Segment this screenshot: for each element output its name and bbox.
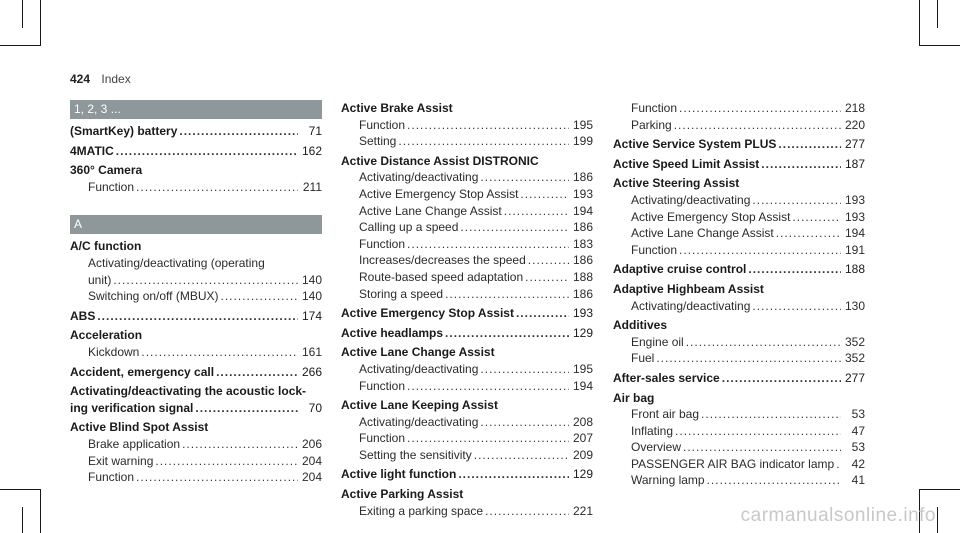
index-subentry [70, 469, 322, 486]
index-subentry-text: Switching on/off (MBUX) [88, 289, 219, 304]
index-entry [613, 156, 865, 173]
watermark: carmanualsonline.info [740, 505, 936, 526]
section-header: 1, 2, 3 ... [70, 100, 322, 119]
index-term [70, 364, 322, 381]
index-subentry-text: Active Lane Change Assist [631, 226, 774, 241]
index-entry [341, 397, 593, 463]
index-term [341, 305, 593, 322]
crop-mark [937, 507, 938, 533]
index-term [613, 136, 865, 153]
page-ref: 208 [572, 414, 593, 429]
index-subentry-text: Active Emergency Stop Assist [359, 186, 519, 201]
page-ref: 277 [844, 370, 865, 385]
index-subentry-text: PASSENGER AIR BAG indicator lamp [631, 456, 835, 471]
index-term [613, 261, 865, 278]
page-ref: 42 [851, 456, 865, 471]
index-term-text: Activating/deactivating the acoustic lock- [70, 384, 307, 399]
index-subentry-text: Activating/deactivating [631, 192, 751, 207]
page-ref: 206 [301, 436, 322, 451]
page-ref: 140 [301, 272, 322, 287]
leader-dots [528, 252, 569, 269]
index-entry [341, 486, 593, 519]
index-term-text: (SmartKey) battery [70, 124, 178, 138]
index-entry [341, 100, 593, 150]
index-entry [70, 143, 322, 160]
index-subentry-text: Fuel [631, 351, 655, 366]
page-ref: 53 [851, 407, 865, 422]
index-term-text: Active Service System PLUS [613, 137, 777, 152]
index-subentry [613, 423, 865, 440]
page-ref: 221 [572, 503, 593, 518]
leader-dots [113, 272, 298, 289]
page-ref: 161 [301, 344, 322, 359]
index-subentry-text: Function [88, 179, 135, 194]
index-entry [613, 100, 865, 133]
page-ref: 188 [844, 262, 865, 277]
index-column-middle [341, 100, 593, 522]
page-ref: 194 [572, 203, 593, 218]
leader-dots [480, 414, 569, 431]
index-subentry-text: Activating/deactivating [359, 414, 479, 429]
page-ref: 187 [844, 156, 865, 171]
index-term-text: ing verification signal [70, 400, 194, 415]
index-term [613, 317, 865, 334]
leader-dots [761, 156, 841, 173]
page-ref: 218 [844, 101, 865, 115]
index-term [70, 143, 322, 160]
index-subentry [341, 378, 593, 395]
index-subentry [341, 203, 593, 220]
leader-dots [525, 269, 569, 286]
index-term [341, 397, 593, 414]
index-term [70, 308, 322, 325]
index-term-text: Active Brake Assist [341, 101, 453, 115]
index-entry [613, 370, 865, 387]
leader-dots [407, 378, 569, 395]
leader-dots [398, 133, 569, 150]
index-subentry [70, 453, 322, 470]
index-term [613, 175, 865, 192]
leader-dots [675, 423, 841, 440]
crop-mark [22, 0, 23, 28]
leader-dots [516, 305, 569, 322]
index-term-text: Active light function [341, 467, 457, 482]
index-subentry-text: Active Emergency Stop Assist [631, 209, 791, 224]
index-subentry-text: Front air bag [631, 407, 700, 422]
leader-dots [683, 439, 841, 456]
leader-dots [136, 469, 298, 486]
index-term-text: Active Lane Change Assist [341, 345, 495, 360]
index-subentry-text: Activating/deactivating [631, 298, 751, 313]
index-subentry [341, 447, 593, 464]
page-ref: 191 [844, 242, 865, 257]
index-subentry-text: Function [359, 378, 406, 393]
page-ref: 194 [572, 378, 593, 393]
leader-dots [722, 370, 841, 387]
index-term [341, 466, 593, 483]
leader-dots [221, 288, 299, 305]
index-entry [341, 305, 593, 322]
index-entry [70, 419, 322, 485]
index-term-text: Acceleration [70, 328, 143, 343]
index-subentry [341, 219, 593, 236]
leader-dots [407, 430, 569, 447]
leader-dots [504, 203, 569, 220]
leader-dots [752, 192, 841, 209]
index-term [341, 344, 593, 361]
index-subentry [70, 436, 322, 453]
page-ref: 211 [302, 179, 322, 194]
index-subentry [341, 117, 593, 134]
leader-dots [458, 466, 569, 483]
leader-dots [182, 436, 298, 453]
leader-dots [179, 123, 298, 140]
page-ref: 204 [301, 470, 322, 485]
leader-dots [776, 225, 841, 242]
page-ref: 130 [844, 298, 865, 313]
page-ref: 41 [851, 473, 865, 488]
index-subentry-text: Activating/deactivating [359, 361, 479, 376]
leader-dots [116, 143, 298, 160]
page-ref: 186 [572, 286, 593, 301]
page-header [70, 72, 131, 86]
page-ref: 352 [844, 351, 865, 366]
index-subentry [613, 406, 865, 423]
index-term [70, 400, 322, 417]
leader-dots [686, 334, 841, 351]
index-subentry [613, 456, 865, 473]
index-subentry-text: Setting the sensitivity [359, 447, 472, 462]
index-subentry [613, 439, 865, 456]
index-subentry [70, 255, 322, 272]
page-ref: 70 [308, 400, 322, 415]
leader-dots [778, 136, 841, 153]
page-ref: 162 [301, 143, 322, 158]
leader-dots [155, 453, 298, 470]
page-ref: 174 [301, 308, 322, 323]
leader-dots [480, 361, 569, 378]
index-entry [341, 325, 593, 342]
leader-dots [445, 286, 569, 303]
page-ref: 195 [572, 361, 593, 376]
index-term-text: Additives [613, 318, 668, 333]
page-ref: 220 [844, 117, 865, 132]
index-term-text: Active Lane Keeping Assist [341, 398, 498, 413]
index-entry [613, 175, 865, 258]
index-term [613, 390, 865, 407]
leader-dots [216, 364, 298, 381]
index-entry [613, 281, 865, 314]
index-subentry-text: Increases/decreases the speed [359, 253, 526, 268]
index-term [613, 370, 865, 387]
leader-dots [445, 325, 569, 342]
index-subentry-text: Function [88, 470, 135, 485]
leader-dots [136, 179, 298, 196]
page-ref: 209 [572, 447, 593, 462]
leader-dots [407, 117, 569, 134]
index-entry [341, 344, 593, 394]
index-entry [70, 162, 322, 195]
index-subentry [613, 100, 865, 117]
leader-dots [679, 100, 841, 117]
index-subentry [613, 242, 865, 259]
leader-dots [752, 298, 841, 315]
page-ref: 193 [572, 186, 593, 201]
leader-dots [748, 261, 841, 278]
index-term [70, 162, 322, 179]
index-subentry-text: Route-based speed adaptation [359, 269, 524, 284]
index-subentry [70, 288, 322, 305]
index-subentry [70, 272, 322, 289]
crop-mark [0, 45, 41, 46]
page-ref: 129 [572, 467, 593, 482]
index-subentry [341, 252, 593, 269]
index-entry [70, 327, 322, 360]
page-ref: 195 [572, 117, 593, 132]
page-ref: 207 [572, 431, 593, 446]
index-term [613, 156, 865, 173]
index-subentry-text: Function [359, 117, 406, 132]
index-subentry [341, 286, 593, 303]
page-ref: 140 [301, 289, 322, 304]
index-subentry [341, 269, 593, 286]
index-term-text: Adaptive Highbeam Assist [613, 281, 764, 296]
index-term-text: 360° Camera [70, 163, 143, 178]
index-subentry-text: Brake application [88, 436, 181, 451]
index-term-text: Active Parking Assist [341, 487, 464, 502]
crop-mark [919, 45, 960, 46]
index-entry [70, 123, 322, 140]
leader-dots [474, 447, 569, 464]
index-subentry-text: Function [359, 236, 406, 251]
index-subentry [341, 186, 593, 203]
index-term [70, 419, 322, 436]
index-term [70, 238, 322, 255]
page-ref: 193 [844, 209, 865, 224]
page-ref: 193 [572, 306, 593, 321]
page-ref: 352 [844, 334, 865, 349]
crop-mark [919, 0, 920, 46]
index-term [341, 325, 593, 342]
index-column-right [613, 100, 865, 492]
index-subentry [341, 430, 593, 447]
index-term [341, 153, 593, 170]
page-ref: 194 [844, 226, 865, 241]
index-subentry [613, 192, 865, 209]
index-entry [613, 390, 865, 490]
leader-dots [792, 209, 841, 226]
index-subentry-text: Kickdown [88, 344, 140, 359]
index-entry [613, 261, 865, 278]
index-term [341, 100, 593, 117]
index-subentry [613, 472, 865, 489]
index-term-text: Active Speed Limit Assist [613, 156, 760, 171]
leader-dots [141, 344, 298, 361]
page-ref: 199 [572, 134, 593, 149]
index-subentry-text: Function [631, 101, 678, 115]
page-ref: 186 [572, 170, 593, 185]
index-entry [341, 466, 593, 483]
index-column-left [70, 100, 322, 489]
page-ref: 193 [844, 192, 865, 207]
leader-dots [485, 503, 569, 520]
page-ref: 186 [572, 220, 593, 235]
index-entry [613, 136, 865, 153]
crop-mark [40, 489, 41, 533]
index-term-text: Active Steering Assist [613, 176, 740, 191]
page-ref: 266 [301, 364, 322, 379]
index-entry [341, 153, 593, 302]
index-subentry-text: Warning lamp [631, 473, 705, 488]
crop-mark [0, 489, 41, 490]
section-header: A [70, 215, 322, 234]
index-entry [70, 308, 322, 325]
index-term-text: After-sales service [613, 370, 720, 385]
index-subentry-text: unit) [88, 272, 112, 287]
index-subentry-text: Exit warning [88, 453, 154, 468]
leader-dots [460, 219, 569, 236]
page-ref: 129 [572, 325, 593, 340]
index-subentry [613, 117, 865, 134]
index-subentry-text: Function [631, 242, 678, 257]
index-subentry [70, 344, 322, 361]
index-subentry-text: Activating/deactivating [359, 170, 479, 185]
index-subentry-text: Engine oil [631, 334, 684, 349]
index-entry [70, 238, 322, 304]
index-term-text: Adaptive cruise control [613, 262, 747, 277]
index-subentry [341, 169, 593, 186]
index-term [613, 281, 865, 298]
index-subentry-text: Activating/deactivating (operating [88, 255, 265, 270]
index-subentry-text: Function [359, 431, 406, 446]
index-subentry [70, 179, 322, 196]
index-subentry [613, 209, 865, 226]
index-subentry-text: Overview [631, 440, 682, 455]
leader-dots [407, 236, 569, 253]
index-subentry [341, 236, 593, 253]
page-ref: 47 [851, 423, 865, 438]
index-subentry-text: Parking [631, 117, 672, 132]
page-ref: 71 [308, 124, 322, 138]
crop-mark [40, 0, 41, 46]
index-term [70, 123, 322, 140]
index-subentry [613, 298, 865, 315]
index-subentry [341, 133, 593, 150]
page-ref: 188 [572, 269, 593, 284]
index-entry [70, 383, 322, 416]
index-subentry [613, 225, 865, 242]
page-ref: 204 [301, 453, 322, 468]
leader-dots [836, 456, 841, 473]
index-term-text: Active Distance Assist DISTRONIC [341, 153, 539, 168]
index-subentry-text: Active Lane Change Assist [359, 203, 502, 218]
index-term-text: 4MATIC [70, 143, 114, 158]
index-term [70, 383, 322, 400]
index-subentry [341, 361, 593, 378]
index-term-text: Accident, emergency call [70, 364, 215, 379]
page-title: Index [101, 72, 131, 86]
crop-mark [22, 507, 23, 533]
index-subentry [341, 503, 593, 520]
index-subentry-text: Exiting a parking space [359, 503, 484, 518]
leader-dots [701, 406, 841, 423]
page-number: 424 [70, 72, 91, 86]
index-subentry [613, 334, 865, 351]
crop-mark [919, 489, 960, 490]
crop-mark [937, 0, 938, 28]
index-subentry [341, 414, 593, 431]
leader-dots [195, 400, 298, 417]
index-term-text: Active Emergency Stop Assist [341, 306, 514, 321]
page-ref: 183 [572, 236, 593, 251]
index-subentry [613, 350, 865, 367]
page-ref: 277 [844, 137, 865, 152]
index-term-text: ABS [70, 308, 96, 323]
leader-dots [679, 242, 841, 259]
index-term-text: Active headlamps [341, 325, 444, 340]
leader-dots [480, 169, 569, 186]
index-subentry-text: Inflating [631, 423, 674, 438]
index-term [70, 327, 322, 344]
leader-dots [520, 186, 569, 203]
page-ref: 186 [572, 253, 593, 268]
leader-dots [97, 308, 298, 325]
index-entry [613, 317, 865, 367]
index-subentry-text: Storing a speed [359, 286, 444, 301]
index-subentry-text: Calling up a speed [359, 220, 459, 235]
index-term-text: A/C function [70, 239, 142, 254]
index-term-text: Active Blind Spot Assist [70, 420, 209, 435]
index-term-text: Air bag [613, 390, 655, 405]
page-ref: 53 [851, 440, 865, 455]
index-entry [70, 364, 322, 381]
leader-dots [674, 117, 841, 134]
index-term [341, 486, 593, 503]
leader-dots [707, 472, 841, 489]
leader-dots [656, 350, 841, 367]
index-subentry-text: Setting [359, 134, 397, 149]
